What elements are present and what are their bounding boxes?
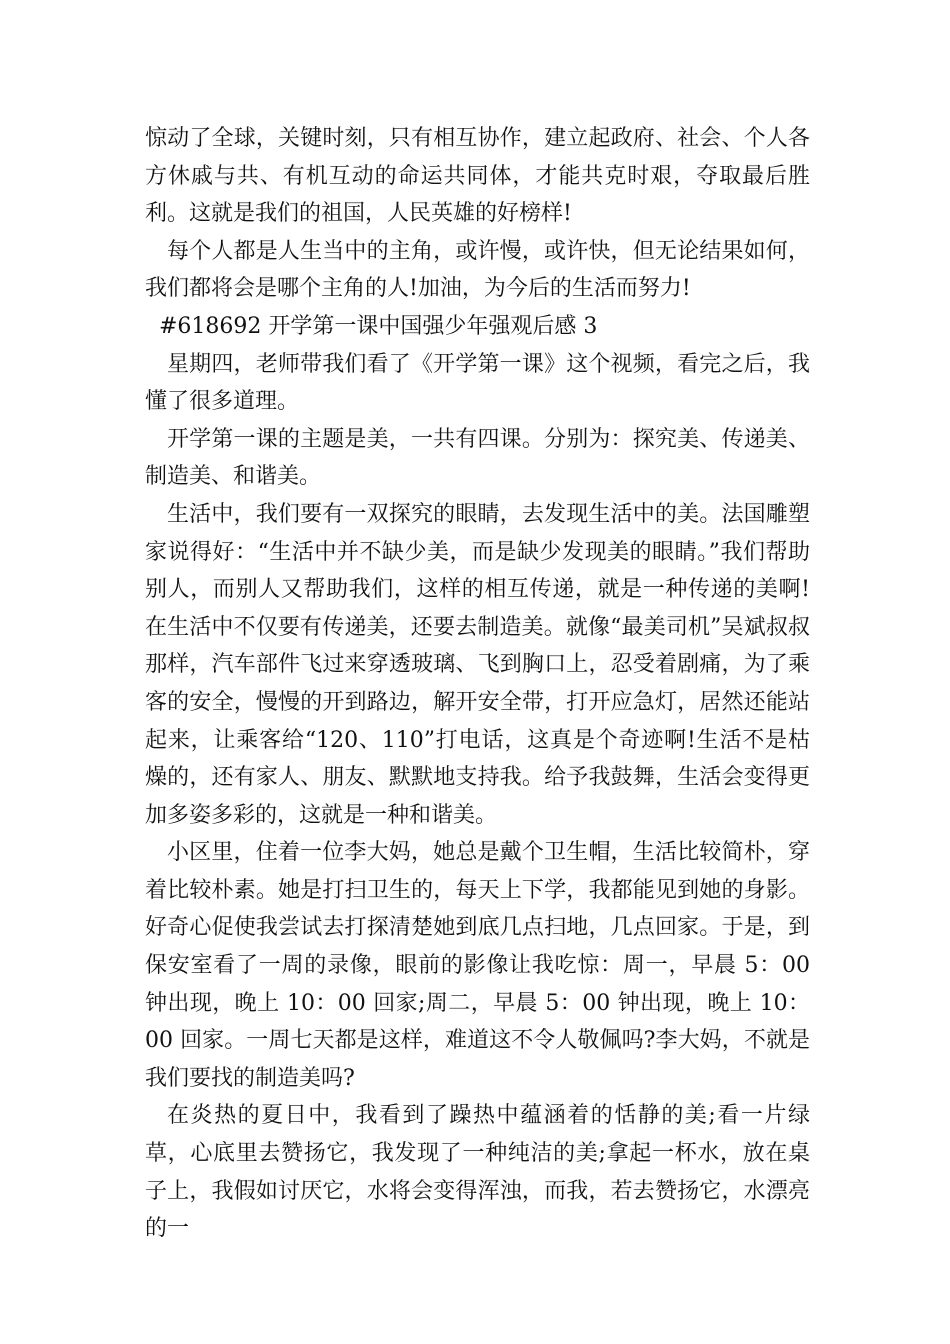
document-body bbox=[145, 120, 810, 1248]
paragraph-aunt-li: 小区里，住着一位李大妈，她总是戴个卫生帽，生活比较简朴，穿着比较朴素。她是打扫卫生的，每天上下学，我都能见到她的身影。好奇心促使我尝试去打探清楚她到底几点扫地，几点回家。于是，到保安室看了一周的录像，眼前的影像让我吃惊：周一，早晨 5：00 钟出现，晚上 10：00 回家;周二，早晨 5：00 钟出现，晚上 10：00 回家。一周七天都是这样，难道这不令人敬佩吗?李大妈，不就是我们要找的制造美吗? bbox=[145, 840, 810, 1091]
paragraph-continuation: 惊动了全球，关键时刻，只有相互协作，建立起政府、社会、个人各方休戚与共、有机互动的命运共同体，才能共克时艰，夺取最后胜利。这就是我们的祖国，人民英雄的好榜样! bbox=[145, 126, 810, 227]
section-heading: #618692 开学第一课中国强少年强观后感 3 bbox=[159, 313, 598, 339]
paragraph-discover-beauty: 生活中，我们要有一双探究的眼睛，去发现生活中的美。法国雕塑家说得好：“生活中并不缺少美，而是缺少发现美的眼睛。”我们帮助别人，而别人又帮助我们，这样的相互传递，就是一种传递的美啊!在生活中不仅要有传递美，还要去制造美。就像“最美司机”吴斌叔叔那样，汽车部件飞过来穿透玻璃、飞到胸口上，忍受着剧痛，为了乘客的安全，慢慢的开到路边，解开安全带，打开应急灯，居然还能站起来，让乘客给“120、110”打电话，这真是个奇迹啊!生活不是枯燥的，还有家人、朋友、默默地支持我。给予我鼓舞，生活会变得更加多姿多彩的，这就是一种和谐美。 bbox=[145, 501, 810, 828]
paragraph-protagonist: 每个人都是人生当中的主角，或许慢，或许快，但无论结果如何，我们都将会是哪个主角的人!加油，为今后的生活而努力! bbox=[145, 238, 810, 302]
paragraph-summer: 在炎热的夏日中，我看到了躁热中蕴涵着的恬静的美;看一片绿草，心底里去赞扬它，我发现了一种纯洁的美;拿起一杯水，放在桌子上，我假如讨厌它，水将会变得浑浊，而我，若去赞扬它，水漂亮的一 bbox=[145, 1103, 810, 1242]
paragraph-theme: 开学第一课的主题是美，一共有四课。分别为：探究美、传递美、制造美、和谐美。 bbox=[145, 426, 810, 490]
paragraph-thursday: 星期四，老师带我们看了《开学第一课》这个视频，看完之后，我懂了很多道理。 bbox=[145, 351, 810, 415]
